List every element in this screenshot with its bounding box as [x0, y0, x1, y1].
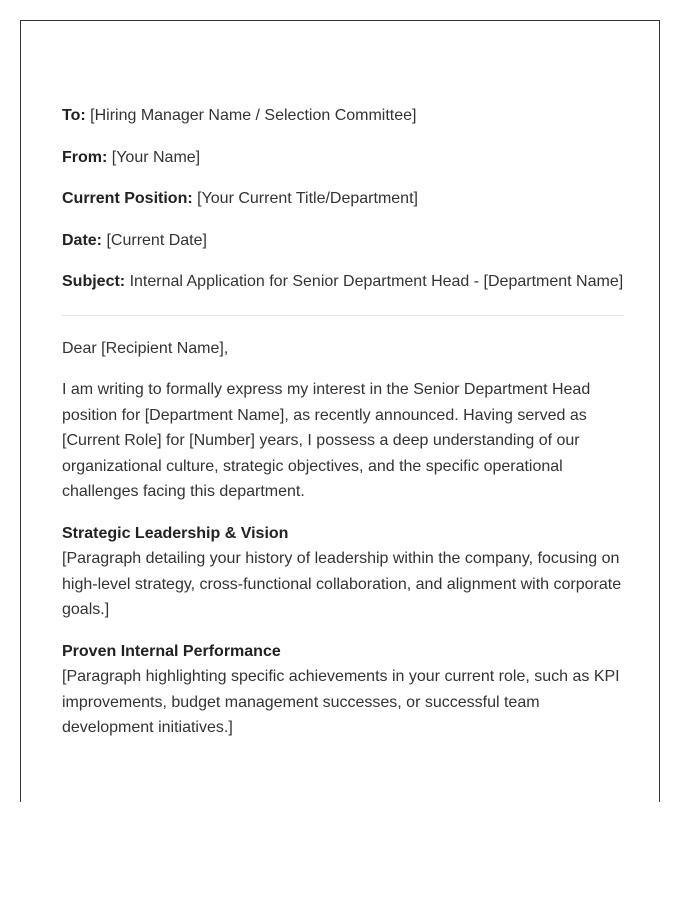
section-heading: Proven Internal Performance [62, 642, 281, 660]
section-paragraph: [Paragraph detailing your history of leadership within the company, focusing on high-level strategy, cross-functional collaboration, and alignment with corporate goals.] [62, 550, 622, 618]
letter-page [20, 20, 660, 802]
date-label: Date: [62, 231, 103, 249]
subject-line [62, 269, 624, 295]
current-position-value: [Your Current Title/Department] [197, 190, 418, 207]
to-label: To: [62, 107, 86, 124]
section-heading: Strategic Leadership & Vision [62, 524, 289, 542]
date-value: [Current Date] [106, 231, 207, 249]
to-value: [Hiring Manager Name / Selection Committee] [90, 107, 417, 124]
section-paragraph: [Paragraph highlighting specific achievements in your current role, such as KPI improvements, budget management successes, or successful team development initiatives.] [62, 668, 620, 736]
date-line [62, 228, 624, 254]
current-position-label: Current Position: [62, 190, 193, 207]
from-value: [Your Name] [111, 148, 201, 166]
current-position-line [62, 186, 624, 212]
section-strategic-leadership [62, 521, 624, 623]
from-label: From: [62, 148, 108, 166]
from-line [62, 145, 624, 171]
subject-label: Subject: [62, 273, 126, 290]
header-divider [62, 315, 624, 316]
intro-paragraph: I am writing to formally express my interest in the Senior Department Head position for [Department Name], as recently announced. Having served as [Current Role] for [Number] years, I possess a deep understanding of our organizational culture, strategic objectives, and the specific operational challenges facing this department. [62, 381, 591, 500]
letter-content [62, 103, 624, 757]
section-internal-performance [62, 639, 624, 741]
to-line [62, 103, 624, 129]
salutation: Dear [Recipient Name], [62, 339, 229, 357]
subject-value: Internal Application for Senior Department Head - [Department Name] [129, 273, 624, 290]
